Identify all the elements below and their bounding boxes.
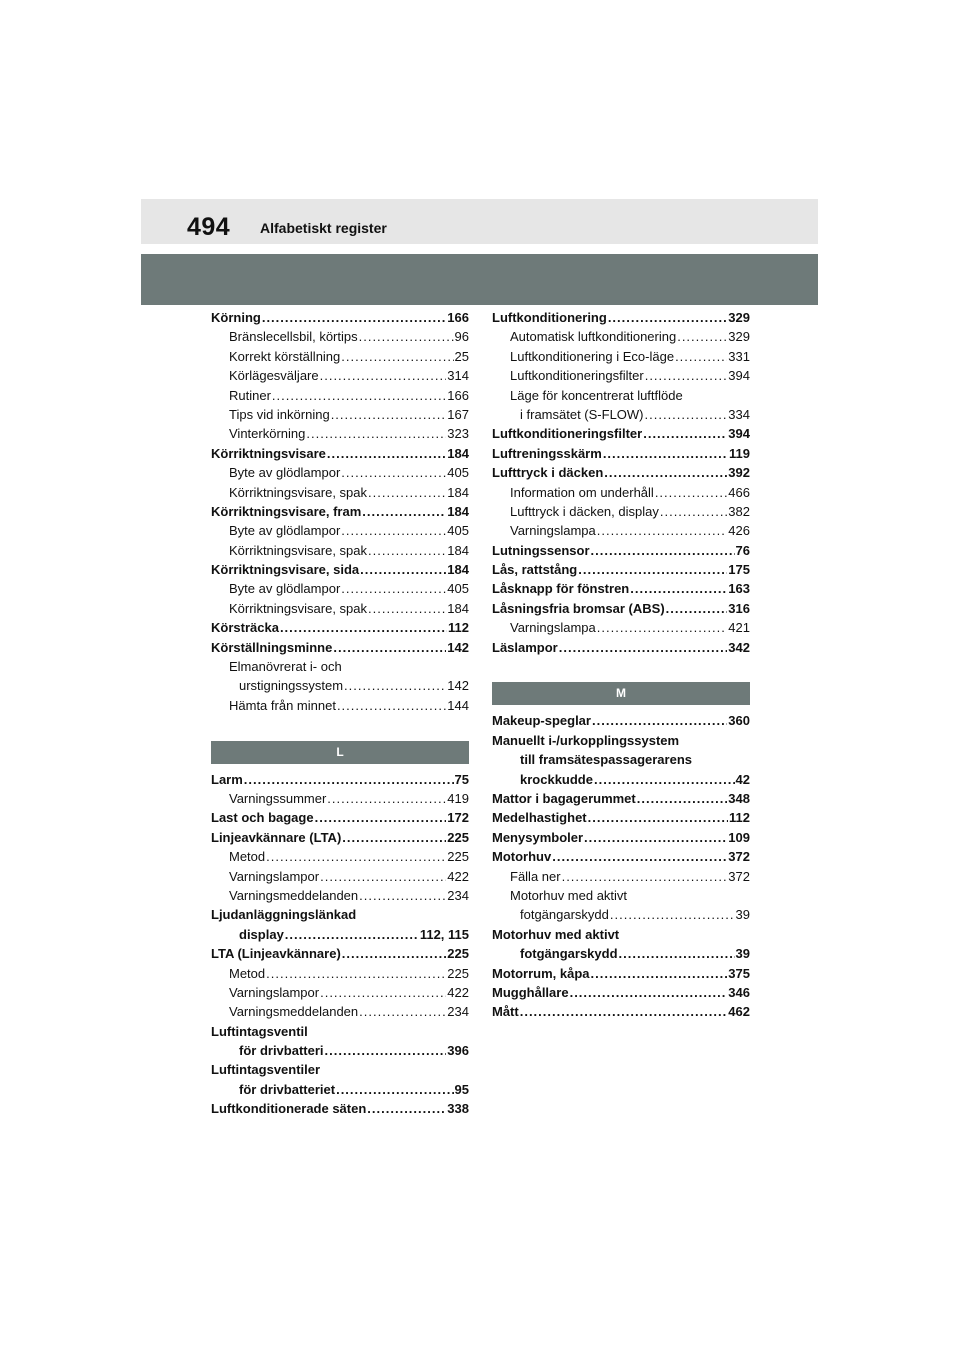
entry-label: Körriktningsvisare, sida	[211, 562, 360, 578]
index-entry	[492, 327, 750, 346]
entry-label: Lufttryck i däcken, display	[510, 503, 659, 519]
entry-label: display	[239, 926, 284, 942]
dot-leader	[359, 327, 454, 346]
entry-label: Metod	[229, 965, 266, 981]
index-entry	[492, 521, 750, 540]
index-entry	[211, 444, 469, 463]
dot-leader	[244, 770, 454, 789]
page-reference: 375	[728, 965, 750, 981]
dot-leader	[341, 521, 446, 540]
index-entry	[211, 770, 469, 789]
page-reference: 75	[454, 771, 469, 787]
entry-label: Körriktningsvisare, spak	[229, 484, 367, 500]
index-entry	[492, 983, 750, 1002]
index-entry	[211, 808, 469, 827]
index-column-right	[492, 308, 750, 1022]
dot-leader	[666, 599, 728, 618]
page-reference: 396	[447, 1043, 469, 1059]
dot-leader	[344, 676, 446, 695]
dot-leader	[637, 789, 728, 808]
page-reference: 372	[728, 868, 750, 884]
entry-label: i framsätet (S-FLOW)	[520, 406, 644, 422]
dot-leader	[341, 347, 453, 366]
entry-label: Luftintagsventiler	[211, 1062, 321, 1078]
dot-leader	[584, 828, 727, 847]
index-entry	[492, 599, 750, 618]
index-entry	[211, 925, 469, 944]
entry-label: Motorhuv	[492, 849, 552, 865]
page-reference: 405	[447, 465, 469, 481]
page-header	[141, 199, 818, 244]
dot-leader	[562, 867, 728, 886]
entry-label: Körställningsminne	[211, 639, 333, 655]
letter-heading: M	[492, 682, 750, 705]
entry-label: Körriktningsvisare, fram	[211, 503, 362, 519]
index-entry-text	[211, 1022, 469, 1041]
index-entry	[492, 444, 750, 463]
index-entry	[492, 347, 750, 366]
index-entry-text	[211, 1060, 469, 1079]
entry-label: Körning	[211, 310, 261, 325]
index-entry	[492, 560, 750, 579]
entry-label: Manuellt i-/urkopplingssystem	[492, 732, 680, 748]
page-reference: 394	[728, 426, 750, 442]
page-reference: 184	[447, 445, 469, 461]
entry-label: Automatisk luftkonditionering	[510, 329, 677, 345]
page-reference: 112	[448, 620, 469, 636]
index-entry	[211, 327, 469, 346]
index-entry-text	[492, 925, 750, 944]
page-reference: 184	[447, 600, 469, 616]
entry-label: till framsätespassagerarens	[520, 752, 692, 768]
dot-leader	[327, 789, 446, 808]
index-entry-text	[211, 657, 469, 676]
page-reference: 166	[447, 387, 469, 403]
dot-leader	[643, 424, 727, 443]
page-reference: 184	[447, 503, 469, 519]
entry-label: Bränslecellsbil, körtips	[229, 329, 358, 345]
dot-leader	[320, 867, 446, 886]
index-entry	[492, 502, 750, 521]
dot-leader	[520, 1002, 728, 1021]
index-entry	[211, 867, 469, 886]
index-entry-text	[492, 750, 750, 769]
dot-leader	[262, 308, 446, 327]
page-reference: 109	[728, 829, 750, 845]
dot-leader	[368, 483, 446, 502]
dot-leader	[645, 405, 728, 424]
entry-label: Elmanövrerat i- och	[229, 659, 342, 675]
dot-leader	[677, 327, 727, 346]
page-reference: 142	[447, 639, 469, 655]
dot-leader	[660, 502, 727, 521]
index-entry	[211, 541, 469, 560]
dot-leader	[342, 944, 447, 963]
dot-leader	[325, 1041, 447, 1060]
index-entry	[492, 483, 750, 502]
dot-leader	[315, 808, 447, 827]
index-entry	[211, 483, 469, 502]
dot-leader	[594, 770, 735, 789]
entry-label: Fälla ner	[510, 868, 561, 884]
entry-label: fotgängarskydd	[520, 907, 609, 923]
index-entry	[492, 579, 750, 598]
entry-label: Luftkonditioneringsfilter	[510, 368, 644, 384]
index-entry	[211, 1099, 469, 1118]
page-reference: 142	[447, 678, 469, 694]
index-entry	[492, 808, 750, 827]
page-reference: 314	[447, 368, 469, 384]
index-entry	[211, 638, 469, 657]
entry-label: Byte av glödlampor	[229, 523, 341, 539]
page-reference: 76	[735, 542, 750, 558]
index-entry	[211, 424, 469, 443]
index-entry	[492, 944, 750, 963]
page-reference: 112	[729, 810, 750, 826]
entry-label: Last och bagage	[211, 810, 314, 826]
page-reference: 42	[735, 771, 750, 787]
entry-label: Luftkonditionerade säten	[211, 1101, 367, 1117]
dot-leader	[333, 638, 446, 657]
page-reference: 360	[728, 713, 750, 729]
entry-label: Rutiner	[229, 387, 271, 403]
entry-label: Luftkonditionering i Eco-läge	[510, 348, 675, 364]
entry-label: Byte av glödlampor	[229, 465, 341, 481]
dot-leader	[362, 502, 446, 521]
page-reference: 329	[728, 329, 750, 345]
entry-label: Byte av glödlampor	[229, 581, 341, 597]
index-entry	[492, 308, 750, 327]
dot-leader	[266, 964, 446, 983]
page-reference: 184	[447, 542, 469, 558]
dot-leader	[610, 905, 735, 924]
index-entry	[492, 789, 750, 808]
index-entry	[211, 308, 469, 327]
index-entry	[211, 366, 469, 385]
dot-leader	[588, 808, 728, 827]
dot-leader	[359, 886, 446, 905]
index-entry-text	[211, 905, 469, 924]
index-entry-text	[492, 731, 750, 750]
entry-label: Körriktningsvisare	[211, 445, 326, 461]
index-entry	[492, 867, 750, 886]
page-reference: 342	[728, 639, 750, 655]
entry-label: Information om underhåll	[510, 484, 654, 500]
page-reference: 175	[728, 562, 750, 578]
entry-label: Varningssummer	[229, 790, 327, 806]
entry-label: fotgängarskydd	[520, 946, 618, 962]
entry-label: Hämta från minnet	[229, 697, 336, 713]
entry-label: Luftintagsventil	[211, 1023, 308, 1039]
index-entry	[492, 618, 750, 637]
page-reference: 184	[447, 562, 469, 578]
dot-leader	[341, 463, 446, 482]
dot-leader	[608, 308, 727, 327]
index-entry-text	[492, 886, 750, 905]
index-entry	[492, 405, 750, 424]
index-entry	[492, 847, 750, 866]
page-reference: 372	[728, 849, 750, 865]
entry-label: Mått	[492, 1004, 519, 1020]
index-entry	[211, 676, 469, 695]
page-reference: 338	[447, 1101, 469, 1117]
entry-label: Motorhuv med aktivt	[510, 887, 628, 903]
dot-leader	[597, 618, 728, 637]
index-entry	[211, 579, 469, 598]
entry-label: Låsningsfria bromsar (ABS)	[492, 600, 665, 616]
entry-label: Körriktningsvisare, spak	[229, 600, 367, 616]
spacer	[492, 657, 750, 676]
dot-leader	[655, 483, 727, 502]
index-entry	[211, 386, 469, 405]
page-reference: 225	[447, 829, 469, 845]
index-entry	[211, 560, 469, 579]
entry-label: Läslampor	[492, 639, 558, 655]
dot-leader	[597, 521, 728, 540]
index-entry	[211, 405, 469, 424]
entry-label: Mattor i bagagerummet	[492, 790, 636, 806]
dot-leader	[327, 444, 446, 463]
index-entry-text	[492, 386, 750, 405]
dot-leader	[591, 541, 735, 560]
entry-label: Lutningssensor	[492, 542, 590, 558]
dot-leader	[578, 560, 727, 579]
index-entry	[211, 964, 469, 983]
entry-label: Mugghållare	[492, 984, 569, 1000]
entry-label: Korrekt körställning	[229, 348, 341, 364]
dot-leader	[341, 579, 446, 598]
dot-leader	[675, 347, 727, 366]
dot-leader	[320, 366, 447, 385]
dot-leader	[552, 847, 727, 866]
index-entry	[211, 463, 469, 482]
page-reference: 466	[728, 484, 750, 500]
entry-label: Varningslampa	[510, 620, 596, 636]
section-title: Alfabetiskt register	[260, 220, 387, 236]
index-entry	[211, 1041, 469, 1060]
index-entry	[492, 1002, 750, 1021]
entry-label: Motorrum, kåpa	[492, 965, 590, 981]
page-reference: 426	[728, 523, 750, 539]
entry-label: Makeup-speglar	[492, 713, 591, 729]
dot-leader	[603, 444, 728, 463]
letter-heading: L	[211, 741, 469, 764]
index-entry	[492, 638, 750, 657]
page-reference: 334	[728, 406, 750, 422]
index-entry	[492, 964, 750, 983]
index-entry	[492, 366, 750, 385]
dot-leader	[645, 366, 728, 385]
dot-leader	[342, 828, 446, 847]
entry-label: Körsträcka	[211, 620, 279, 636]
page-reference: 167	[447, 406, 469, 422]
entry-label: Körriktningsvisare, spak	[229, 542, 367, 558]
entry-label: för drivbatteri	[239, 1043, 324, 1059]
entry-label: Medelhastighet	[492, 810, 587, 826]
index-column-left	[211, 308, 469, 1119]
page-reference: 405	[447, 581, 469, 597]
header-banner	[141, 254, 818, 305]
index-entry	[211, 347, 469, 366]
page-reference: 163	[728, 581, 750, 597]
index-entry	[492, 828, 750, 847]
entry-label: Varningsmeddelanden	[229, 887, 359, 903]
index-entry	[211, 521, 469, 540]
index-entry	[211, 1002, 469, 1021]
page-reference: 119	[729, 445, 750, 461]
dot-leader	[337, 696, 446, 715]
index-entry	[211, 1080, 469, 1099]
dot-leader	[266, 847, 446, 866]
page-reference: 166	[447, 310, 469, 325]
index-entry	[492, 770, 750, 789]
index-entry	[492, 905, 750, 924]
index-entry	[492, 463, 750, 482]
index-entry	[211, 886, 469, 905]
dot-leader	[336, 1080, 453, 1099]
page-reference: 225	[447, 946, 469, 962]
index-entry	[211, 599, 469, 618]
entry-label: Varningslampor	[229, 868, 320, 884]
entry-label: Läge för koncentrerat luftflöde	[510, 387, 683, 403]
page-reference: 234	[447, 887, 469, 903]
entry-label: Lås, rattstång	[492, 562, 578, 578]
index-entry	[492, 711, 750, 730]
page-reference: 382	[728, 503, 750, 519]
page-reference: 346	[728, 984, 750, 1000]
page-number: 494	[187, 213, 231, 241]
dot-leader	[368, 541, 446, 560]
entry-label: Låsknapp för fönstren	[492, 581, 630, 597]
entry-label: Varningslampa	[510, 523, 596, 539]
index-entry	[211, 847, 469, 866]
index-entry	[211, 618, 469, 637]
page-reference: 112, 115	[419, 926, 469, 942]
entry-label: Varningsmeddelanden	[229, 1004, 359, 1020]
page-reference: 331	[728, 348, 750, 364]
page-reference: 144	[447, 697, 469, 713]
page-reference: 95	[454, 1081, 469, 1097]
index-entry	[211, 789, 469, 808]
page-reference: 462	[728, 1004, 750, 1020]
dot-leader	[360, 560, 446, 579]
dot-leader	[630, 579, 727, 598]
dot-leader	[592, 711, 727, 730]
index-entry	[211, 944, 469, 963]
dot-leader	[272, 386, 446, 405]
entry-label: Linjeavkännare (LTA)	[211, 829, 342, 845]
entry-label: Larm	[211, 771, 243, 787]
entry-label: för drivbatteriet	[239, 1081, 336, 1097]
dot-leader	[359, 1002, 446, 1021]
dot-leader	[331, 405, 447, 424]
entry-label: krockkudde	[520, 771, 593, 787]
index-entry	[211, 828, 469, 847]
entry-label: Metod	[229, 849, 266, 865]
index-entry	[211, 502, 469, 521]
entry-label: Luftkonditioneringsfilter	[492, 426, 643, 442]
dot-leader	[604, 463, 727, 482]
index-entry	[492, 424, 750, 443]
page-reference: 394	[728, 368, 750, 384]
entry-label: Luftkonditionering	[492, 310, 607, 325]
page-reference: 172	[447, 810, 469, 826]
dot-leader	[591, 964, 728, 983]
spacer	[211, 715, 469, 734]
page-reference: 422	[447, 868, 469, 884]
page-reference: 419	[447, 790, 469, 806]
entry-label: Varningslampor	[229, 984, 320, 1000]
page-reference: 96	[454, 329, 469, 345]
page-reference: 25	[454, 348, 469, 364]
entry-label: Vinterkörning	[229, 426, 306, 442]
entry-label: Menysymboler	[492, 829, 584, 845]
page-reference: 421	[728, 620, 750, 636]
page-reference: 225	[447, 965, 469, 981]
dot-leader	[280, 618, 447, 637]
entry-label: Motorhuv med aktivt	[492, 926, 620, 942]
page-reference: 323	[447, 426, 469, 442]
index-entry	[211, 696, 469, 715]
dot-leader	[367, 1099, 446, 1118]
dot-leader	[619, 944, 735, 963]
entry-label: Lufttryck i däcken	[492, 465, 604, 481]
page-reference: 234	[447, 1004, 469, 1020]
page-reference: 184	[447, 484, 469, 500]
page-reference: 39	[735, 946, 750, 962]
dot-leader	[559, 638, 728, 657]
page-reference: 422	[447, 984, 469, 1000]
page-reference: 329	[728, 310, 750, 325]
dot-leader	[285, 925, 419, 944]
page-reference: 405	[447, 523, 469, 539]
entry-label: Tips vid inkörning	[229, 406, 330, 422]
dot-leader	[368, 599, 446, 618]
entry-label: Ljudanläggningslänkad	[211, 907, 357, 923]
entry-label: urstigningssystem	[239, 678, 344, 694]
entry-label: Luftreningsskärm	[492, 445, 602, 461]
entry-label: LTA (Linjeavkännare)	[211, 946, 341, 962]
page-reference: 316	[728, 600, 750, 616]
dot-leader	[570, 983, 728, 1002]
dot-leader	[320, 983, 446, 1002]
dot-leader	[306, 424, 446, 443]
index-entry	[211, 983, 469, 1002]
index-entry	[492, 541, 750, 560]
page-reference: 225	[447, 849, 469, 865]
page-reference: 39	[735, 907, 750, 923]
page-reference: 392	[728, 465, 750, 481]
entry-label: Körlägesväljare	[229, 368, 319, 384]
page-reference: 348	[728, 790, 750, 806]
